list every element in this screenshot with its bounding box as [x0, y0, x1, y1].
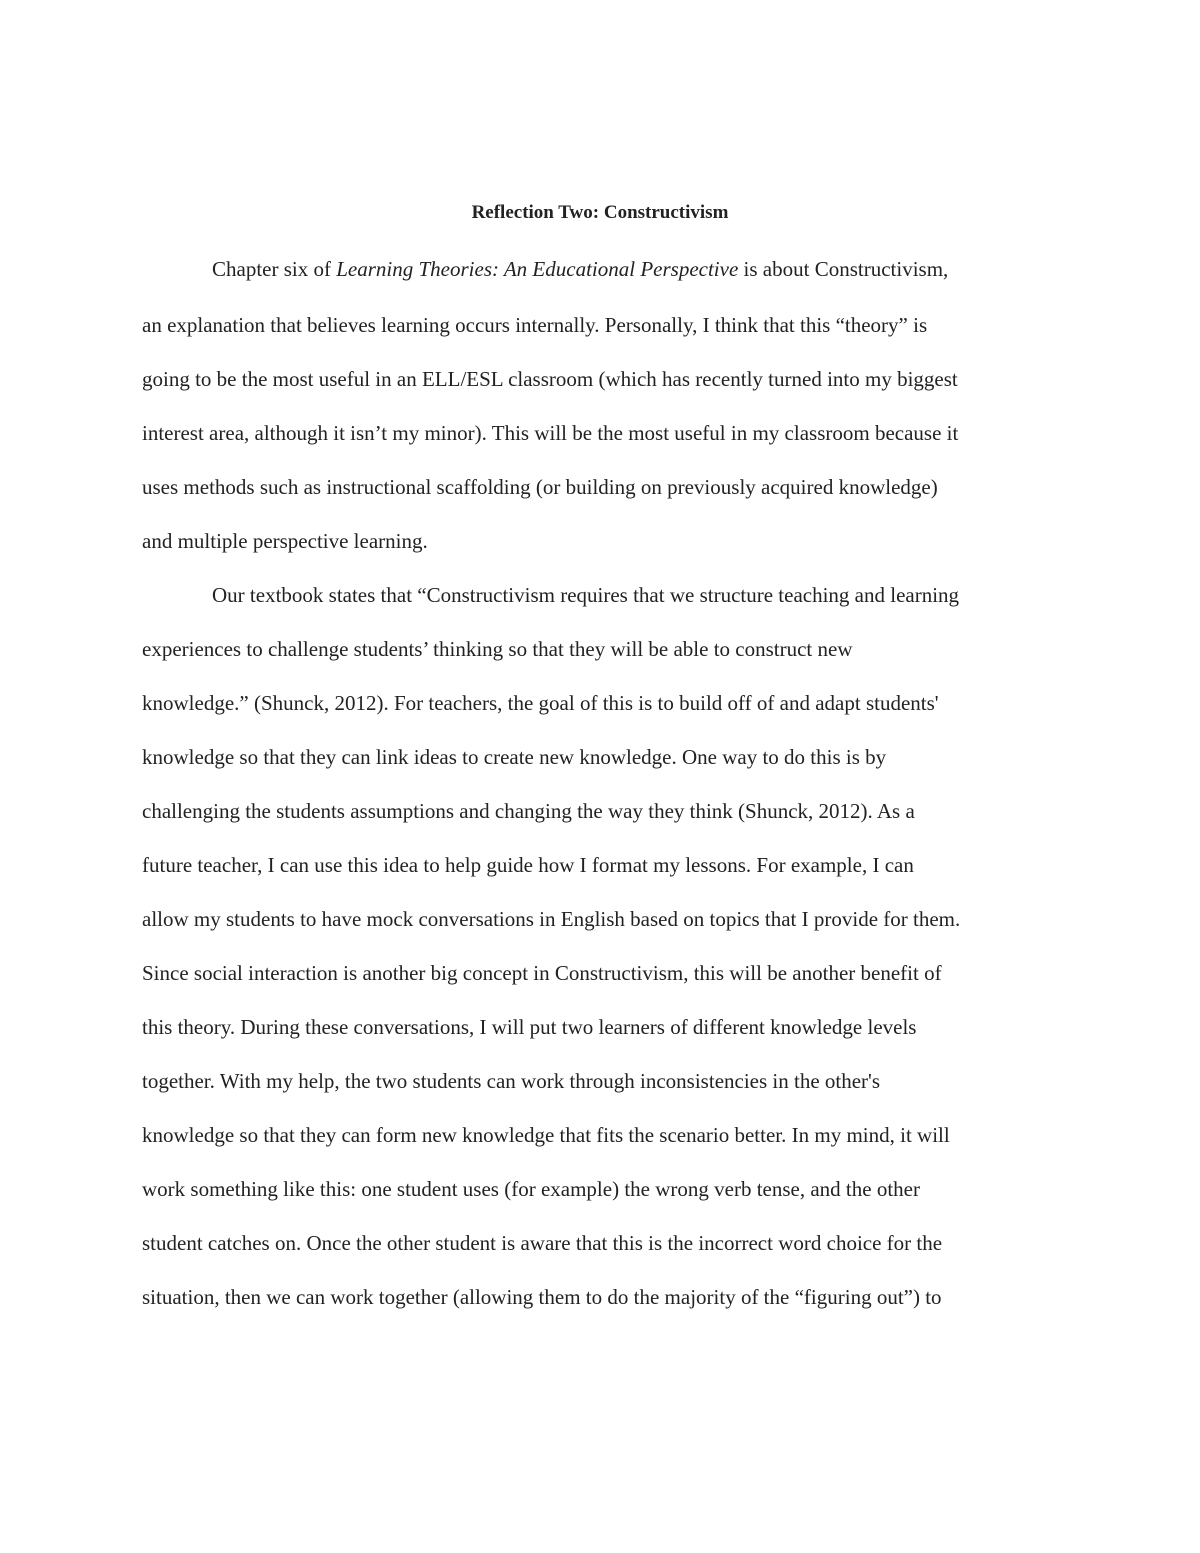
document-title: Reflection Two: Constructivism [471, 202, 729, 223]
paragraph-2-line-8: Since social interaction is another big concept in Constructivism, this will be another benefit of [142, 961, 942, 985]
paragraph-1-line-2: an explanation that believes learning occurs internally. Personally, I think that this “theory” is [142, 313, 928, 337]
paragraph-1-line-6: and multiple perspective learning. [142, 529, 428, 553]
paragraph-2-line-2: experiences to challenge students’ thinking so that they will be able to construct new [142, 637, 853, 661]
paragraph-2-line-13: student catches on. Once the other student is aware that this is the incorrect word choice for the [142, 1231, 943, 1255]
paragraph-2-line-11: knowledge so that they can form new knowledge that fits the scenario better. In my mind, it will [142, 1123, 950, 1147]
paragraph-2-line-1: Our textbook states that “Constructivism requires that we structure teaching and learning [212, 583, 960, 607]
paragraph-2-line-10: together. With my help, the two students can work through inconsistencies in the other's [142, 1069, 881, 1093]
paragraph-1-line-1 [212, 254, 1152, 284]
book-title: Learning Theories: An Educational Perspective [336, 257, 739, 281]
paragraph-2-line-4: knowledge so that they can link ideas to create new knowledge. One way to do this is by [142, 745, 887, 769]
paragraph-2-line-14: situation, then we can work together (allowing them to do the majority of the “figuring out”) to [142, 1285, 942, 1309]
paragraph-2-line-6: future teacher, I can use this idea to help guide how I format my lessons. For example, I can [142, 853, 914, 877]
paragraph-1-line-3: going to be the most useful in an ELL/ESL classroom (which has recently turned into my biggest [142, 367, 958, 391]
paragraph-2-line-7: allow my students to have mock conversations in English based on topics that I provide for them. [142, 907, 961, 931]
line-text: Chapter six of [212, 257, 337, 281]
paragraph-1-line-4: interest area, although it isn’t my minor). This will be the most useful in my classroom because it [142, 421, 959, 445]
line-text: is about Constructivism, [738, 257, 949, 281]
paragraph-1-line-5: uses methods such as instructional scaffolding (or building on previously acquired knowledge) [142, 475, 938, 499]
paragraph-2-line-5: challenging the students assumptions and changing the way they think (Shunck, 2012). As a [142, 799, 915, 823]
paragraph-2-line-3: knowledge.” (Shunck, 2012). For teachers, the goal of this is to build off of and adapt students' [142, 691, 939, 715]
paragraph-2-line-12: work something like this: one student uses (for example) the wrong verb tense, and the other [142, 1177, 920, 1201]
paragraph-2-line-9: this theory. During these conversations, I will put two learners of different knowledge levels [142, 1015, 917, 1039]
